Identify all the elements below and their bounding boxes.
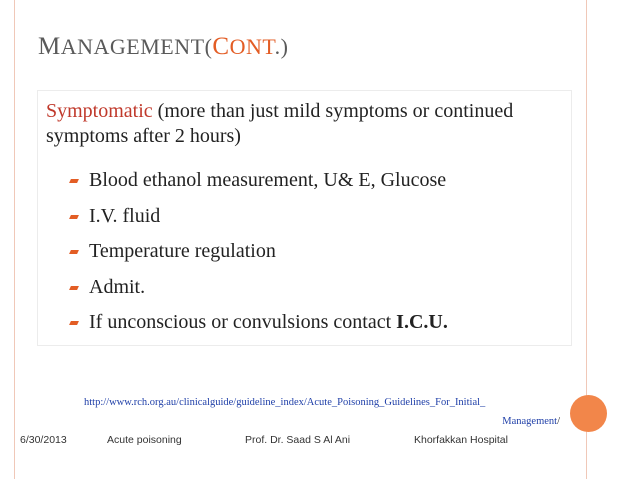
- reference-link-line1[interactable]: http://www.rch.org.au/clinicalguide/guideline_index/Acute_Poisoning_Guidelines_For_Initial_: [84, 397, 486, 408]
- title-word: ANAGEMENT: [60, 34, 205, 59]
- bullet-text: Admit.: [89, 275, 146, 298]
- bullet-marker-icon: [69, 250, 79, 254]
- footer-author: Prof. Dr. Saad S Al Ani: [245, 434, 351, 446]
- title-paren-close: .): [274, 34, 289, 59]
- bullet-text: If unconscious or convulsions contact: [89, 311, 397, 333]
- bullet-item: [70, 305, 570, 341]
- bullet-item: [70, 270, 570, 306]
- title-accent-word: ONT: [229, 34, 275, 59]
- bullet-marker-icon: [69, 321, 79, 325]
- bullet-text: Temperature regulation: [89, 240, 276, 262]
- left-frame-line: [14, 0, 15, 479]
- reference-link[interactable]: [84, 393, 560, 431]
- footer-hospital: Khorfakkan Hospital: [414, 434, 508, 446]
- slide-title: [38, 33, 289, 61]
- footer-date: 6/30/2013: [20, 434, 67, 446]
- lead-text: (more than just mild symptoms or continued symptoms after 2 hours): [46, 100, 514, 147]
- footer-topic: Acute poisoning: [107, 434, 182, 446]
- title-accent-initial: C: [212, 33, 230, 60]
- bullet-text: I.V. fluid: [89, 204, 161, 227]
- bullet-list: [70, 163, 570, 341]
- bullet-emphasis: I.C.U.: [396, 311, 448, 333]
- bullet-item: [70, 163, 570, 199]
- bullet-text: Blood ethanol measurement, U& E, Glucose: [89, 169, 447, 191]
- reference-link-trailing: /: [557, 416, 560, 427]
- title-initial: M: [38, 33, 61, 60]
- title-paren-open: (: [204, 34, 213, 59]
- decorative-circle-icon: [570, 395, 607, 432]
- bullet-item: [70, 199, 570, 235]
- bullet-item: [70, 234, 570, 270]
- bullet-marker-icon: [69, 286, 79, 290]
- bullet-marker-icon: [69, 179, 79, 183]
- reference-link-line2-row[interactable]: [84, 412, 560, 431]
- lead-paragraph: [46, 99, 566, 149]
- lead-highlight: Symptomatic: [46, 100, 153, 122]
- bullet-marker-icon: [69, 215, 79, 219]
- reference-link-line2[interactable]: Management: [502, 416, 558, 427]
